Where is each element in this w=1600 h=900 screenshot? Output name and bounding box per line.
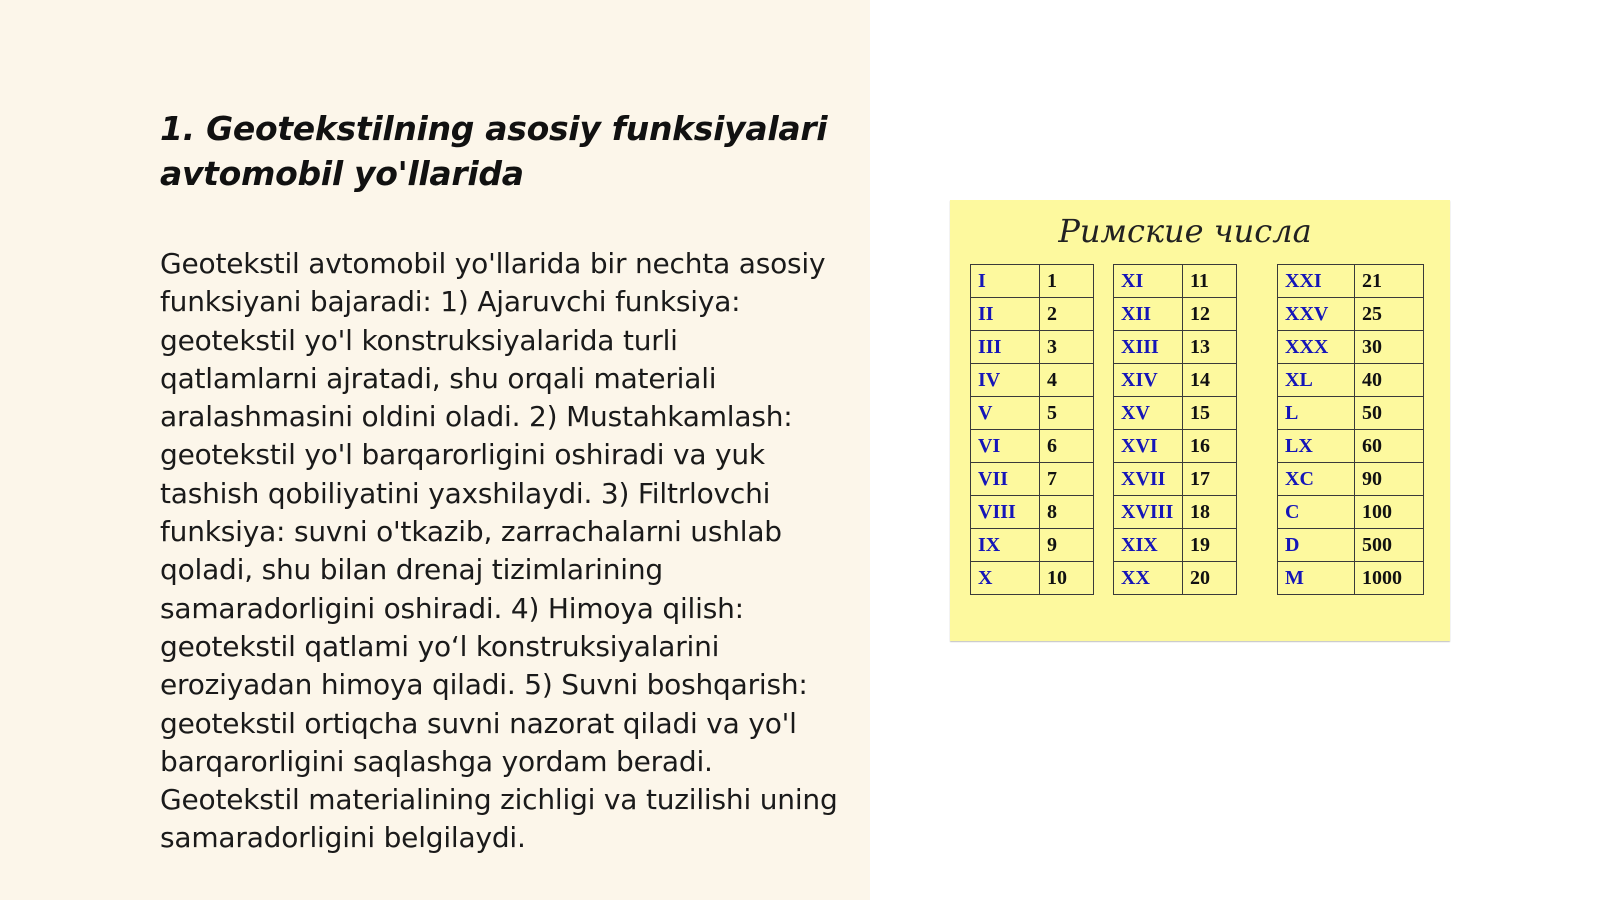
arabic-cell: 7 [1040, 463, 1094, 496]
table-row [1278, 265, 1424, 298]
table-row [1278, 463, 1424, 496]
arabic-cell: 12 [1183, 298, 1237, 331]
table-row [1114, 430, 1237, 463]
roman-cell: C [1278, 496, 1355, 529]
roman-cell: XX [1114, 562, 1183, 595]
roman-cell: LX [1278, 430, 1355, 463]
slide-title: 1. Geotekstilning asosiy funksiyalari avtomobil yo'llarida [160, 109, 828, 193]
arabic-cell: 2 [1040, 298, 1094, 331]
roman-cell: XVI [1114, 430, 1183, 463]
table-row [1278, 364, 1424, 397]
table-row [1278, 496, 1424, 529]
table-row [971, 562, 1094, 595]
roman-numerals-title: Римские числа [1058, 212, 1312, 250]
arabic-cell: 90 [1355, 463, 1424, 496]
arabic-cell: 17 [1183, 463, 1237, 496]
arabic-cell: 5 [1040, 397, 1094, 430]
table-row [1114, 298, 1237, 331]
roman-cell: D [1278, 529, 1355, 562]
roman-cell: XXX [1278, 331, 1355, 364]
roman-cell: XVII [1114, 463, 1183, 496]
table-row [971, 496, 1094, 529]
roman-cell: XII [1114, 298, 1183, 331]
table-row [971, 298, 1094, 331]
arabic-cell: 9 [1040, 529, 1094, 562]
table-row [1278, 298, 1424, 331]
roman-cell: VII [971, 463, 1040, 496]
roman-cell: X [971, 562, 1040, 595]
roman-cell: IX [971, 529, 1040, 562]
arabic-cell: 10 [1040, 562, 1094, 595]
table-row [1278, 529, 1424, 562]
arabic-cell: 6 [1040, 430, 1094, 463]
numerals-table-11-20 [1113, 264, 1237, 595]
roman-cell: I [971, 265, 1040, 298]
table-row [971, 265, 1094, 298]
roman-cell: XXV [1278, 298, 1355, 331]
roman-cell: III [971, 331, 1040, 364]
roman-cell: XIII [1114, 331, 1183, 364]
roman-cell: VIII [971, 496, 1040, 529]
table-row [1114, 397, 1237, 430]
arabic-cell: 14 [1183, 364, 1237, 397]
table-row [1114, 496, 1237, 529]
arabic-cell: 50 [1355, 397, 1424, 430]
arabic-cell: 13 [1183, 331, 1237, 364]
arabic-cell: 500 [1355, 529, 1424, 562]
roman-cell: L [1278, 397, 1355, 430]
arabic-cell: 100 [1355, 496, 1424, 529]
table-row [971, 397, 1094, 430]
table-row [971, 430, 1094, 463]
arabic-cell: 25 [1355, 298, 1424, 331]
numerals-table-21-1000 [1277, 264, 1424, 595]
table-row [1114, 562, 1237, 595]
table-row [1278, 397, 1424, 430]
roman-cell: II [971, 298, 1040, 331]
table-row [1278, 562, 1424, 595]
slide-body-text: Geotekstil avtomobil yo'llarida bir nechta asosiy funksiyani bajaradi: 1) Ajaruvchi funksiya: geotekstil yo'l konstruksiyalarida turli qatlamlarni ajratadi, shu orqali materiali aralashmasini oldini oladi. 2) Mustahkamlash: geotekstil yo'l barqarorligini oshiradi va yuk tashish qobiliyatini yaxshilaydi. 3) Filtrlovchi funksiya: suvni o'tkazib, zarrachalarni ushlab qoladi, shu bilan drenaj tizimlarining samaradorligini oshiradi. 4) Himoya qilish: geotekstil qatlami yo‘l konstruksiyalarini eroziyadan himoya qiladi. 5) Suvni boshqarish: geotekstil ortiqcha suvni nazorat qiladi va yo'l barqarorligini saqlashga yordam beradi. Geotekstil materialining zichligi va tuzilishi uning samaradorligini belgilaydi. [160, 247, 838, 855]
table-row [971, 529, 1094, 562]
arabic-cell: 11 [1183, 265, 1237, 298]
roman-cell: XI [1114, 265, 1183, 298]
arabic-cell: 20 [1183, 562, 1237, 595]
table-row [1114, 463, 1237, 496]
arabic-cell: 3 [1040, 331, 1094, 364]
roman-cell: XVIII [1114, 496, 1183, 529]
table-row [1114, 364, 1237, 397]
arabic-cell: 1 [1040, 265, 1094, 298]
roman-cell: XIV [1114, 364, 1183, 397]
arabic-cell: 60 [1355, 430, 1424, 463]
arabic-cell: 18 [1183, 496, 1237, 529]
arabic-cell: 16 [1183, 430, 1237, 463]
roman-numerals-image [950, 200, 1450, 641]
roman-cell: XL [1278, 364, 1355, 397]
table-row [971, 331, 1094, 364]
roman-cell: V [971, 397, 1040, 430]
roman-cell: XXI [1278, 265, 1355, 298]
table-row [971, 463, 1094, 496]
arabic-cell: 4 [1040, 364, 1094, 397]
roman-cell: M [1278, 562, 1355, 595]
roman-cell: XV [1114, 397, 1183, 430]
arabic-cell: 8 [1040, 496, 1094, 529]
roman-cell: VI [971, 430, 1040, 463]
table-row [971, 364, 1094, 397]
roman-cell: IV [971, 364, 1040, 397]
roman-cell: XIX [1114, 529, 1183, 562]
arabic-cell: 21 [1355, 265, 1424, 298]
table-row [1114, 265, 1237, 298]
arabic-cell: 30 [1355, 331, 1424, 364]
table-row [1278, 331, 1424, 364]
table-row [1114, 331, 1237, 364]
arabic-cell: 40 [1355, 364, 1424, 397]
arabic-cell: 19 [1183, 529, 1237, 562]
arabic-cell: 15 [1183, 397, 1237, 430]
numerals-table-1-10 [970, 264, 1094, 595]
roman-cell: XC [1278, 463, 1355, 496]
arabic-cell: 1000 [1355, 562, 1424, 595]
table-row [1278, 430, 1424, 463]
table-row [1114, 529, 1237, 562]
